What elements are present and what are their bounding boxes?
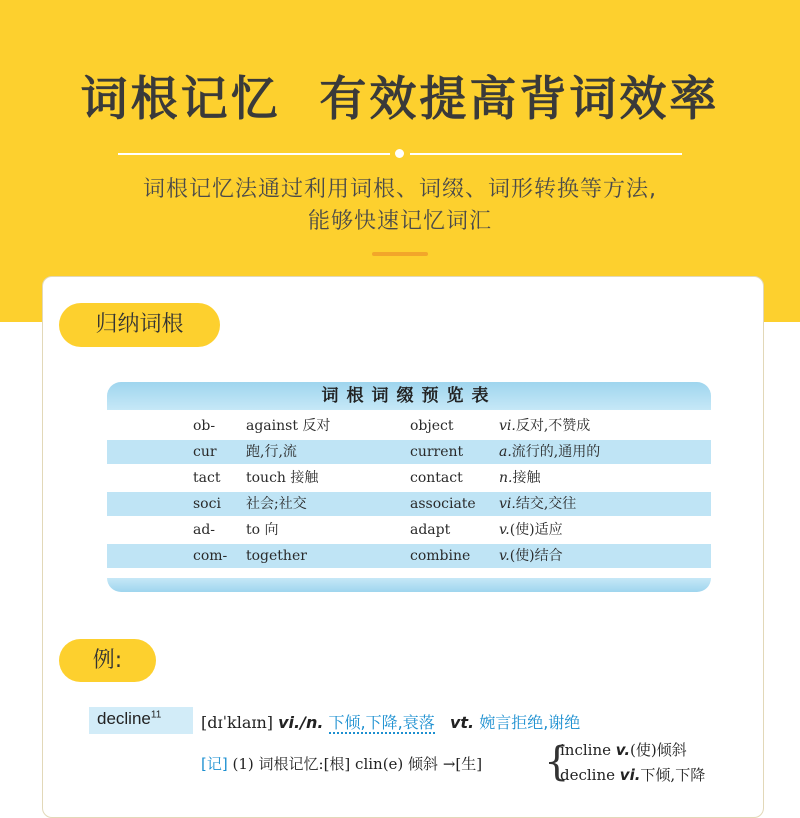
gloss-cell: to 向: [246, 522, 279, 538]
pos-label: vi.: [499, 418, 516, 434]
root-cell: ad-: [193, 522, 216, 538]
memo-text: (1) 词根记忆:[根] clin(e) 倾斜 →[生]: [232, 755, 483, 773]
table-row: [107, 492, 711, 516]
divider-dot: [395, 149, 404, 158]
memo-tag: [记]: [201, 755, 228, 773]
table-title: 词根词缀预览表: [321, 386, 497, 406]
word-cell: adapt: [410, 522, 451, 538]
derived-word: [560, 739, 687, 760]
derived-word-text: decline: [560, 766, 616, 784]
root-cell: com-: [193, 548, 228, 564]
root-affix-table: [107, 382, 711, 592]
table-row: [107, 466, 711, 490]
section-label-roots: 归纳词根: [59, 303, 220, 347]
root-cell: tact: [193, 470, 221, 486]
word-cell: combine: [410, 548, 471, 564]
brace-glyph: {: [544, 739, 570, 785]
meaning-text: 流行的,通用的: [511, 444, 601, 460]
pos-label: vi.: [619, 766, 641, 784]
accent-bar: [372, 252, 428, 256]
definition-cell: [499, 414, 590, 438]
pos-label: vi.: [499, 496, 516, 512]
table-row: [107, 414, 711, 438]
derived-word: [560, 764, 705, 785]
definition-cell: [499, 440, 600, 464]
definition-cell: [499, 518, 563, 542]
pos-label: v.: [615, 741, 631, 759]
pos-label: vt.: [449, 713, 475, 732]
intro-line-2: 能够快速记忆词汇: [307, 209, 492, 234]
root-cell: ob-: [193, 418, 216, 434]
header-banner: [0, 0, 800, 322]
pos-label: v.: [499, 548, 510, 564]
gloss-cell: together: [246, 548, 307, 564]
gloss-cell: touch 接触: [246, 470, 319, 486]
meaning-2: 婉言拒绝,谢绝: [479, 713, 581, 732]
word-cell: current: [410, 444, 464, 460]
word-cell: object: [410, 418, 454, 434]
table-row: [107, 440, 711, 464]
entry-definition-line: [201, 710, 580, 733]
root-cell: cur: [193, 444, 217, 460]
intro-line-1: 词根记忆法通过利用词根、词缀、词形转换等方法,: [143, 177, 657, 202]
definition-cell: [499, 466, 540, 490]
table-row: [107, 518, 711, 542]
table-row: [107, 544, 711, 568]
definition-cell: [499, 544, 563, 568]
meaning-text: 接触: [512, 470, 541, 486]
definition-cell: [499, 492, 576, 516]
gloss-cell: 社会;社交: [246, 496, 307, 512]
memo-line: [201, 753, 482, 774]
derived-meaning: (使)倾斜: [630, 741, 687, 759]
meaning-text: (使)结合: [509, 548, 563, 564]
table-bottom-bar: [107, 578, 711, 592]
headword-text: decline: [97, 709, 151, 728]
headword: [97, 709, 161, 729]
divider-left: [118, 153, 390, 155]
derived-meaning: 下倾,下降: [640, 766, 706, 784]
pos-label: v.: [499, 522, 510, 538]
gloss-cell: 跑,行,流: [246, 444, 297, 460]
word-cell: associate: [410, 496, 476, 512]
headword-superscript: 11: [150, 709, 162, 721]
section-label-example: 例:: [59, 639, 156, 682]
phonetic: [dɪˈklaɪn]: [201, 713, 274, 732]
pos-label: n.: [499, 470, 513, 486]
word-cell: contact: [410, 470, 463, 486]
root-cell: soci: [193, 496, 221, 512]
pos-label: vi./n.: [278, 713, 324, 732]
meaning-1: 下倾,下降,衰落: [328, 713, 435, 732]
derived-word-text: incline: [560, 741, 611, 759]
meaning-text: 反对,不赞成: [515, 418, 591, 434]
meaning-text: 结交,交往: [515, 496, 577, 512]
page-title: 词根记忆 有效提高背词效率: [80, 72, 720, 127]
meaning-text: (使)适应: [509, 522, 563, 538]
pos-label: a.: [499, 444, 512, 460]
gloss-cell: against 反对: [246, 418, 331, 434]
divider-right: [410, 153, 682, 155]
